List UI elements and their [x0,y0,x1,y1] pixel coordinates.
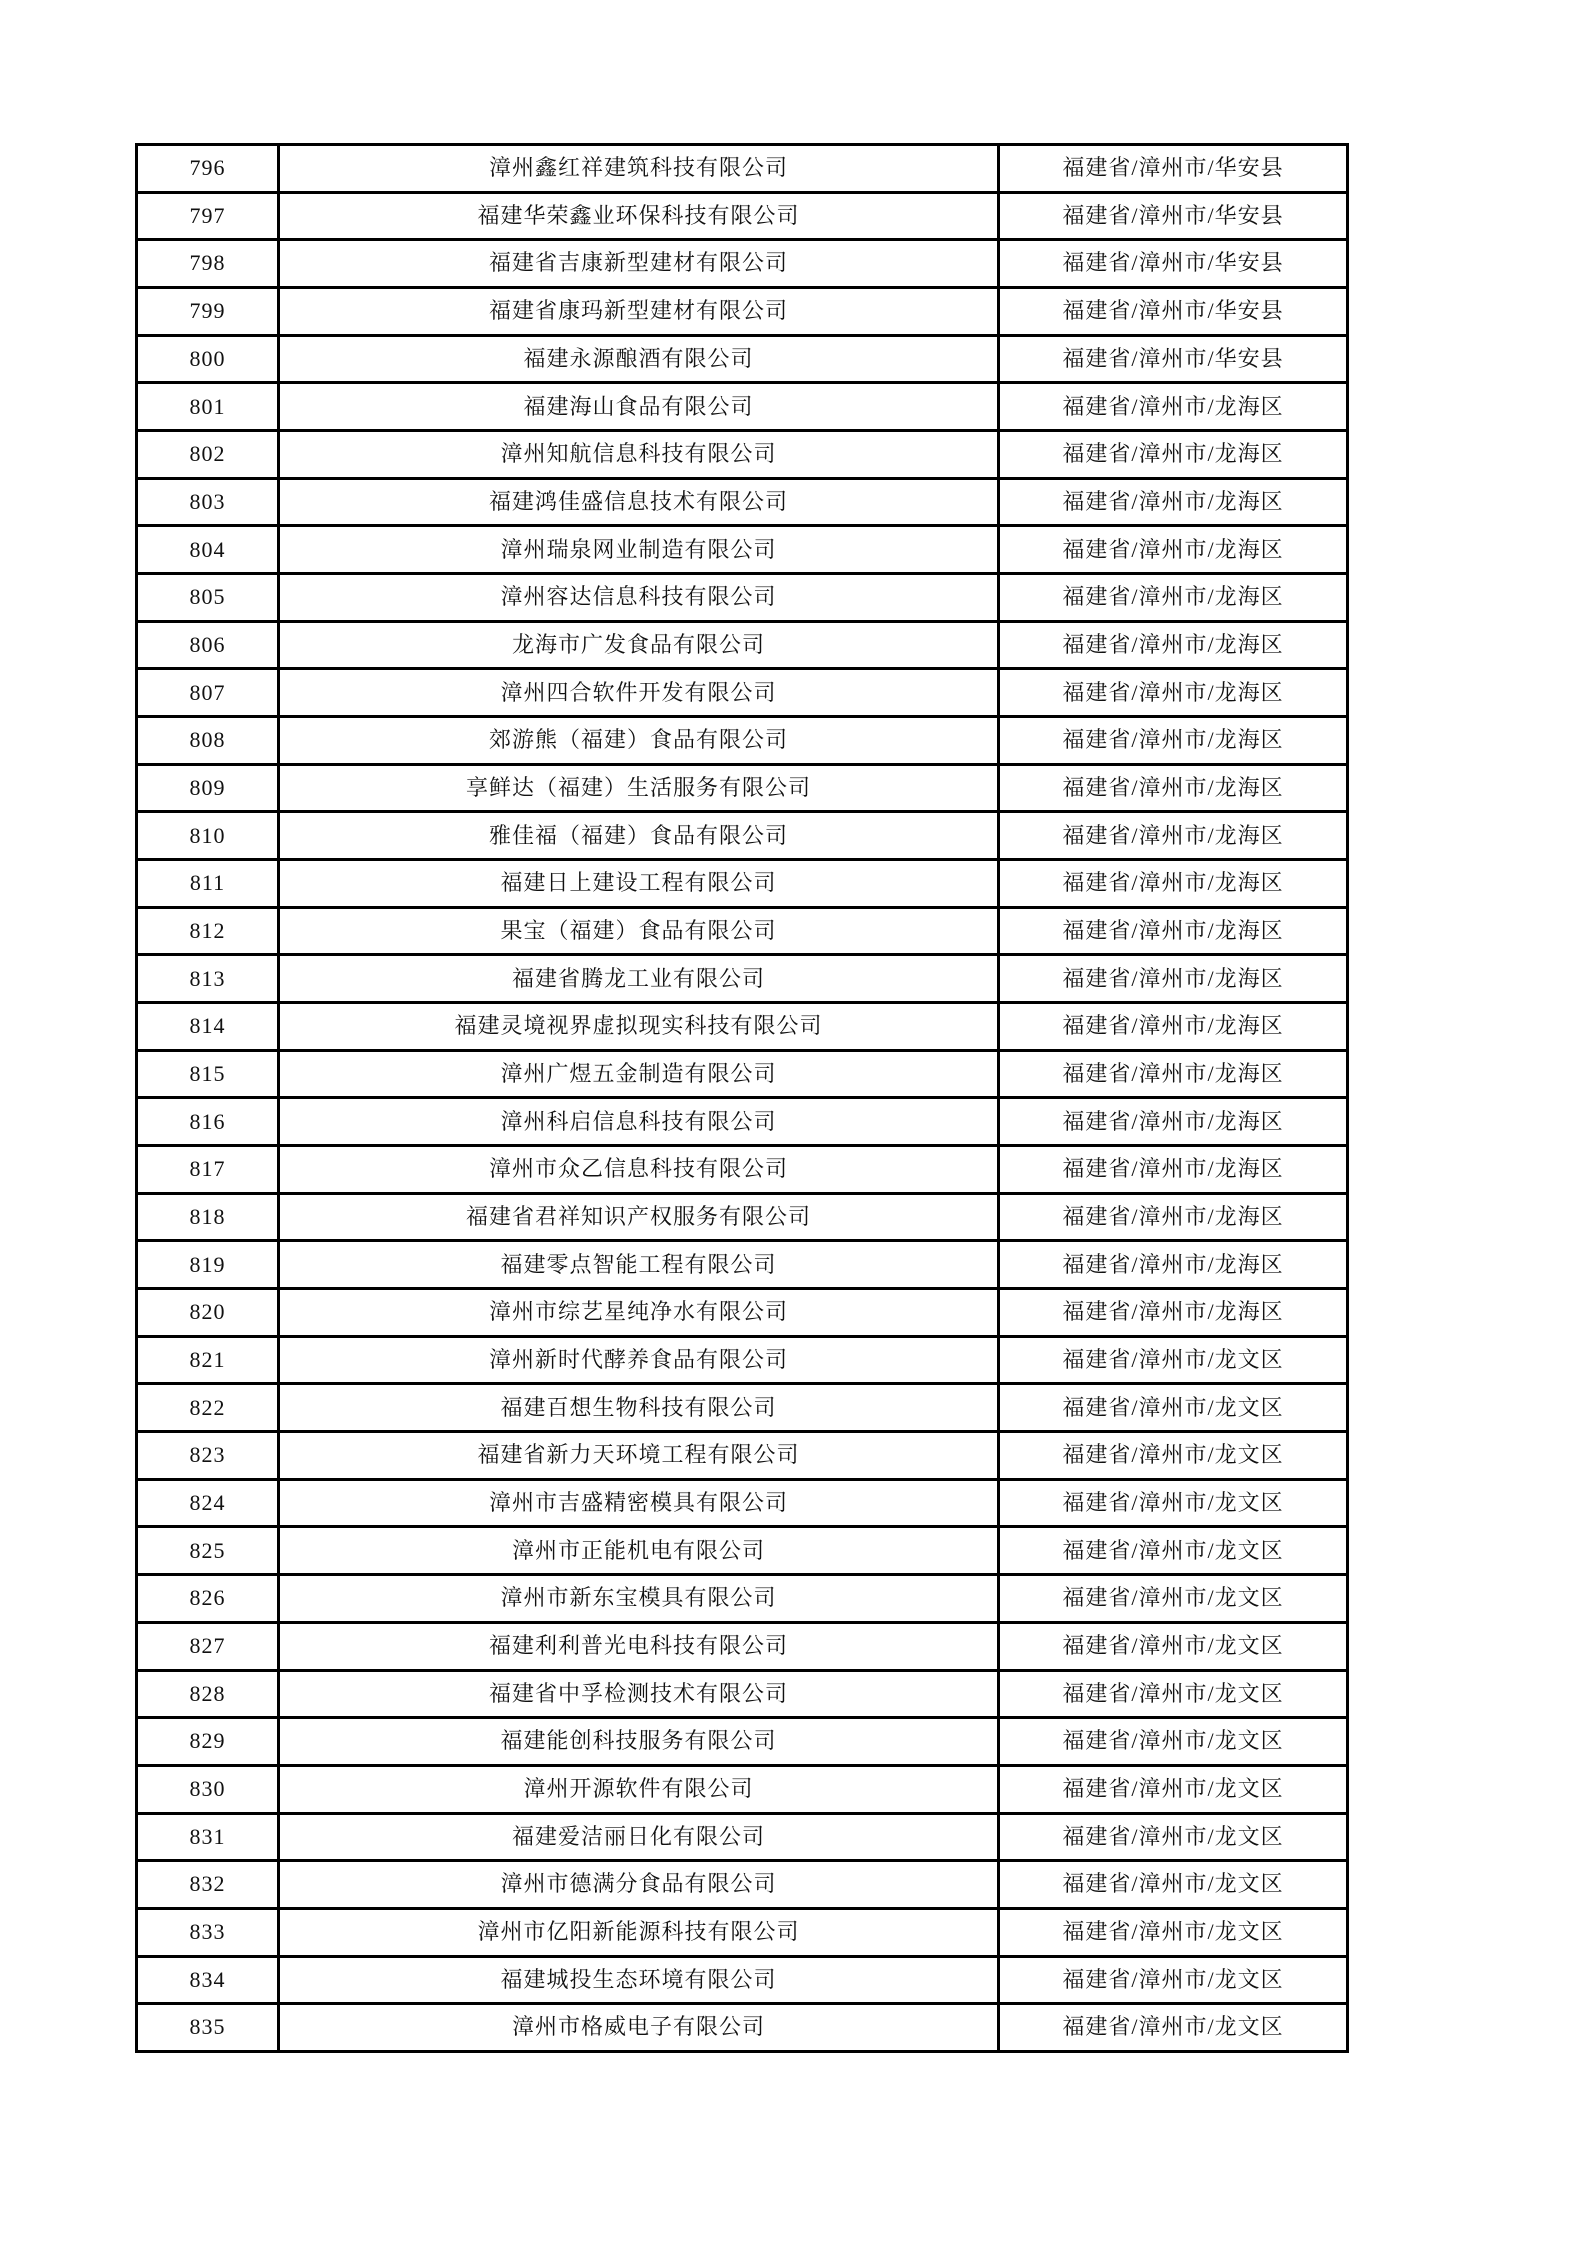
cell-region: 福建省/漳州市/龙海区 [999,478,1348,526]
cell-no: 797 [137,192,279,240]
cell-company: 享鲜达（福建）生活服务有限公司 [279,764,999,812]
cell-company: 福建华荣鑫业环保科技有限公司 [279,192,999,240]
cell-region: 福建省/漳州市/华安县 [999,335,1348,383]
cell-no: 820 [137,1289,279,1337]
cell-company: 福建利利普光电科技有限公司 [279,1622,999,1670]
cell-no: 827 [137,1622,279,1670]
cell-company: 福建鸿佳盛信息技术有限公司 [279,478,999,526]
table-row [137,2004,1348,2052]
table-row [137,526,1348,574]
cell-no: 800 [137,335,279,383]
cell-company: 福建省吉康新型建材有限公司 [279,240,999,288]
cell-company: 漳州市格威电子有限公司 [279,2004,999,2052]
cell-company: 福建城投生态环境有限公司 [279,1956,999,2004]
table-row [137,907,1348,955]
cell-company: 福建爱洁丽日化有限公司 [279,1813,999,1861]
cell-region: 福建省/漳州市/龙文区 [999,1861,1348,1909]
table-row [137,1908,1348,1956]
cell-region: 福建省/漳州市/龙文区 [999,1336,1348,1384]
cell-no: 810 [137,812,279,860]
cell-region: 福建省/漳州市/龙文区 [999,1718,1348,1766]
cell-no: 811 [137,860,279,908]
cell-no: 807 [137,669,279,717]
cell-no: 799 [137,288,279,336]
cell-company: 漳州广煜五金制造有限公司 [279,1050,999,1098]
cell-region: 福建省/漳州市/龙海区 [999,1241,1348,1289]
cell-company: 福建海山食品有限公司 [279,383,999,431]
cell-company: 福建灵境视界虚拟现实科技有限公司 [279,1003,999,1051]
table-row [137,1527,1348,1575]
cell-no: 796 [137,145,279,193]
cell-company: 漳州新时代酵养食品有限公司 [279,1336,999,1384]
cell-no: 818 [137,1193,279,1241]
table-row [137,1146,1348,1194]
cell-company: 漳州市新东宝模具有限公司 [279,1575,999,1623]
cell-region: 福建省/漳州市/龙海区 [999,621,1348,669]
cell-region: 福建省/漳州市/龙海区 [999,812,1348,860]
cell-region: 福建省/漳州市/龙文区 [999,1432,1348,1480]
cell-region: 福建省/漳州市/华安县 [999,192,1348,240]
cell-region: 福建省/漳州市/龙海区 [999,1098,1348,1146]
cell-region: 福建省/漳州市/龙海区 [999,1050,1348,1098]
table-row [137,1384,1348,1432]
cell-no: 825 [137,1527,279,1575]
cell-no: 798 [137,240,279,288]
cell-no: 823 [137,1432,279,1480]
cell-region: 福建省/漳州市/龙海区 [999,1193,1348,1241]
table-row [137,145,1348,193]
cell-region: 福建省/漳州市/龙文区 [999,1479,1348,1527]
table-row [137,1289,1348,1337]
cell-no: 829 [137,1718,279,1766]
table-row [137,860,1348,908]
cell-company: 漳州鑫红祥建筑科技有限公司 [279,145,999,193]
cell-region: 福建省/漳州市/龙海区 [999,1003,1348,1051]
cell-company: 福建百想生物科技有限公司 [279,1384,999,1432]
cell-region: 福建省/漳州市/龙海区 [999,860,1348,908]
cell-region: 福建省/漳州市/龙文区 [999,1765,1348,1813]
cell-region: 福建省/漳州市/龙文区 [999,1384,1348,1432]
cell-no: 832 [137,1861,279,1909]
table-row [137,1479,1348,1527]
cell-no: 833 [137,1908,279,1956]
cell-company: 漳州瑞泉网业制造有限公司 [279,526,999,574]
table-row [137,1050,1348,1098]
cell-region: 福建省/漳州市/龙文区 [999,1527,1348,1575]
cell-company: 果宝（福建）食品有限公司 [279,907,999,955]
table-row [137,1003,1348,1051]
cell-region: 福建省/漳州市/龙文区 [999,1813,1348,1861]
cell-no: 834 [137,1956,279,2004]
cell-region: 福建省/漳州市/华安县 [999,145,1348,193]
cell-region: 福建省/漳州市/华安县 [999,288,1348,336]
cell-company: 漳州四合软件开发有限公司 [279,669,999,717]
cell-no: 804 [137,526,279,574]
company-table [135,143,1349,2053]
cell-company: 郊游熊（福建）食品有限公司 [279,717,999,765]
cell-region: 福建省/漳州市/龙海区 [999,574,1348,622]
cell-company: 雅佳福（福建）食品有限公司 [279,812,999,860]
table-row [137,1193,1348,1241]
cell-company: 漳州开源软件有限公司 [279,1765,999,1813]
cell-region: 福建省/漳州市/龙文区 [999,2004,1348,2052]
cell-region: 福建省/漳州市/华安县 [999,240,1348,288]
cell-region: 福建省/漳州市/龙文区 [999,1622,1348,1670]
table-row [137,955,1348,1003]
cell-company: 漳州市正能机电有限公司 [279,1527,999,1575]
cell-no: 808 [137,717,279,765]
table-row [137,1765,1348,1813]
cell-no: 805 [137,574,279,622]
cell-no: 803 [137,478,279,526]
table-row [137,1813,1348,1861]
table-row [137,192,1348,240]
table-row [137,1336,1348,1384]
cell-region: 福建省/漳州市/龙文区 [999,1908,1348,1956]
cell-no: 806 [137,621,279,669]
cell-company: 福建能创科技服务有限公司 [279,1718,999,1766]
table-row [137,383,1348,431]
cell-region: 福建省/漳州市/龙海区 [999,717,1348,765]
cell-no: 821 [137,1336,279,1384]
cell-company: 福建零点智能工程有限公司 [279,1241,999,1289]
cell-region: 福建省/漳州市/龙海区 [999,669,1348,717]
cell-region: 福建省/漳州市/龙海区 [999,764,1348,812]
cell-company: 福建省君祥知识产权服务有限公司 [279,1193,999,1241]
cell-company: 福建省腾龙工业有限公司 [279,955,999,1003]
cell-region: 福建省/漳州市/龙文区 [999,1956,1348,2004]
table-row [137,1622,1348,1670]
cell-company: 福建省康玛新型建材有限公司 [279,288,999,336]
table-row [137,1956,1348,2004]
cell-company: 福建日上建设工程有限公司 [279,860,999,908]
table-row [137,1098,1348,1146]
table-row [137,574,1348,622]
table-row [137,1241,1348,1289]
table-row [137,335,1348,383]
table-row [137,1670,1348,1718]
cell-no: 801 [137,383,279,431]
cell-region: 福建省/漳州市/龙海区 [999,431,1348,479]
cell-no: 822 [137,1384,279,1432]
cell-company: 福建省中孚检测技术有限公司 [279,1670,999,1718]
cell-company: 漳州市吉盛精密模具有限公司 [279,1479,999,1527]
table-row [137,764,1348,812]
table-row [137,812,1348,860]
cell-no: 828 [137,1670,279,1718]
cell-region: 福建省/漳州市/龙海区 [999,907,1348,955]
table-row [137,478,1348,526]
cell-region: 福建省/漳州市/龙文区 [999,1670,1348,1718]
table-row [137,288,1348,336]
table-row [137,431,1348,479]
cell-no: 813 [137,955,279,1003]
cell-no: 815 [137,1050,279,1098]
cell-no: 831 [137,1813,279,1861]
cell-no: 814 [137,1003,279,1051]
cell-no: 835 [137,2004,279,2052]
cell-region: 福建省/漳州市/龙海区 [999,526,1348,574]
table-row [137,1718,1348,1766]
cell-company: 漳州科启信息科技有限公司 [279,1098,999,1146]
cell-no: 819 [137,1241,279,1289]
cell-company: 漳州知航信息科技有限公司 [279,431,999,479]
table-row [137,240,1348,288]
table-row [137,621,1348,669]
cell-company: 龙海市广发食品有限公司 [279,621,999,669]
cell-no: 809 [137,764,279,812]
cell-region: 福建省/漳州市/龙海区 [999,1146,1348,1194]
cell-company: 漳州市德满分食品有限公司 [279,1861,999,1909]
table-row [137,717,1348,765]
table-row [137,1575,1348,1623]
cell-no: 826 [137,1575,279,1623]
table-row [137,1432,1348,1480]
cell-company: 福建省新力天环境工程有限公司 [279,1432,999,1480]
table-row [137,1861,1348,1909]
table-row [137,669,1348,717]
cell-region: 福建省/漳州市/龙海区 [999,383,1348,431]
cell-region: 福建省/漳州市/龙海区 [999,1289,1348,1337]
cell-company: 漳州市综艺星纯净水有限公司 [279,1289,999,1337]
cell-no: 830 [137,1765,279,1813]
cell-no: 824 [137,1479,279,1527]
company-table-body [137,145,1348,2052]
cell-no: 812 [137,907,279,955]
cell-company: 漳州市亿阳新能源科技有限公司 [279,1908,999,1956]
cell-company: 漳州市众乙信息科技有限公司 [279,1146,999,1194]
cell-company: 漳州容达信息科技有限公司 [279,574,999,622]
cell-region: 福建省/漳州市/龙海区 [999,955,1348,1003]
cell-company: 福建永源酿酒有限公司 [279,335,999,383]
cell-no: 802 [137,431,279,479]
cell-region: 福建省/漳州市/龙文区 [999,1575,1348,1623]
cell-no: 817 [137,1146,279,1194]
cell-no: 816 [137,1098,279,1146]
